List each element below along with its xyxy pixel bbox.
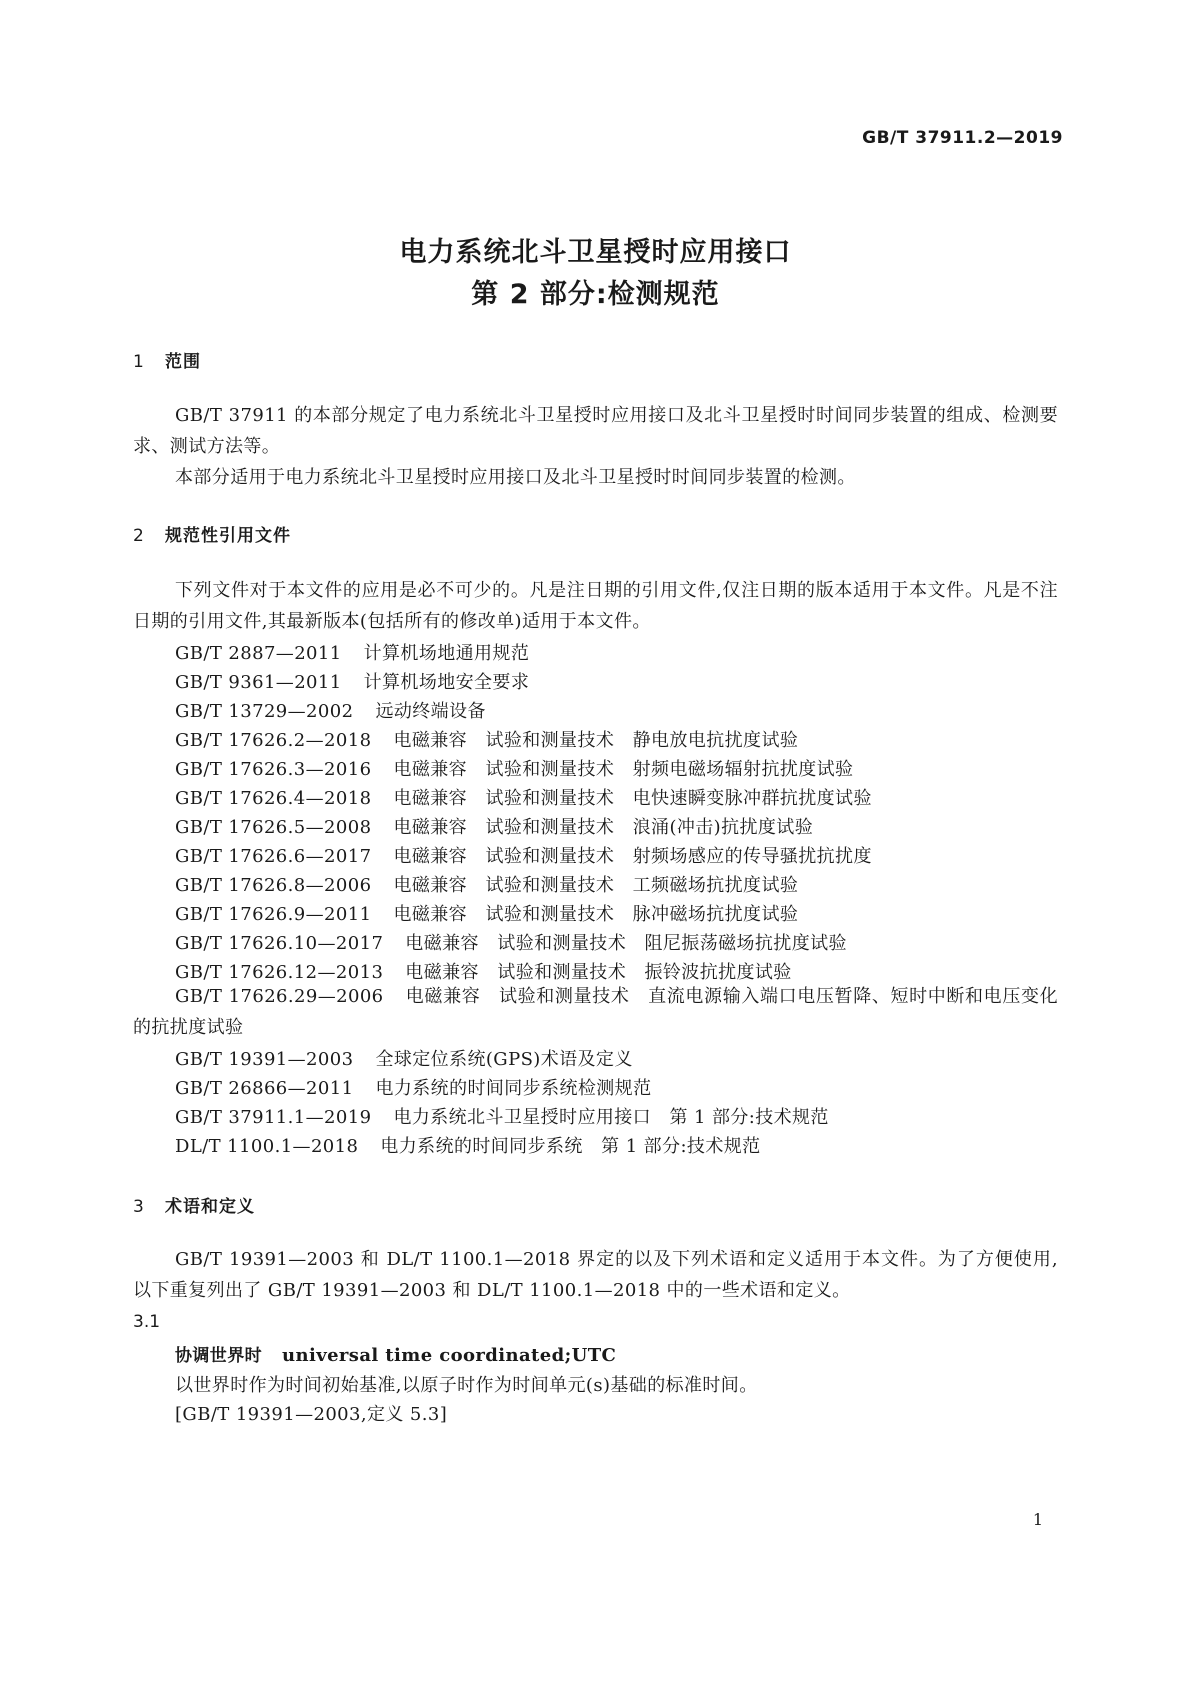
reference-code: GB/T 26866—2011 (175, 1078, 354, 1099)
reference-title: 计算机场地通用规范 (363, 643, 530, 664)
section-1-heading (133, 347, 201, 372)
reference-code: GB/T 19391—2003 (175, 1049, 354, 1070)
reference-code: GB/T 37911.1—2019 (175, 1107, 372, 1128)
reference-code: GB/T 17626.29—2006 (175, 986, 384, 1007)
reference-title: 电磁兼容 试验和测量技术 静电放电抗扰度试验 (393, 730, 799, 751)
reference-code: DL/T 1100.1—2018 (175, 1136, 359, 1157)
reference-title: 全球定位系统(GPS)术语及定义 (375, 1049, 633, 1070)
reference-code: GB/T 17626.12—2013 (175, 962, 384, 983)
document-subtitle: 第 2 部分:检测规范 (471, 279, 720, 310)
reference-code: GB/T 17626.4—2018 (175, 788, 372, 809)
reference-title: 电磁兼容 试验和测量技术 阻尼振荡磁场抗扰度试验 (405, 933, 847, 954)
standard-number: GB/T 37911.2—2019 (862, 128, 1063, 148)
section-title: 术语和定义 (165, 1197, 255, 1217)
reference-item (175, 639, 529, 665)
reference-title: 电磁兼容 试验和测量技术 脉冲磁场抗扰度试验 (393, 904, 799, 925)
reference-item (175, 668, 529, 694)
section-3-heading (133, 1192, 255, 1217)
reference-code: GB/T 17626.2—2018 (175, 730, 372, 751)
reference-item (175, 813, 813, 839)
reference-code: GB/T 17626.6—2017 (175, 846, 372, 867)
term-chinese: 协调世界时 (175, 1346, 262, 1366)
reference-title: 电磁兼容 试验和测量技术 振铃波抗扰度试验 (405, 962, 792, 983)
term-definition: 以世界时作为时间初始基准,以原子时作为时间单元(s)基础的标准时间。 (175, 1375, 758, 1396)
reference-code: GB/T 17626.8—2006 (175, 875, 372, 896)
reference-title: 电磁兼容 试验和测量技术 工频磁场抗扰度试验 (393, 875, 799, 896)
section-title: 范围 (165, 352, 201, 372)
section-number: 2 (133, 526, 145, 546)
section-title: 规范性引用文件 (165, 526, 291, 546)
reference-item (133, 981, 1058, 1043)
reference-title: 电磁兼容 试验和测量技术 射频场感应的传导骚扰抗扰度 (393, 846, 872, 867)
term-entry (175, 1341, 616, 1366)
reference-item (175, 1103, 829, 1129)
reference-title: 电力系统的时间同步系统 第 1 部分:技术规范 (380, 1136, 761, 1157)
reference-code: GB/T 2887—2011 (175, 643, 342, 664)
reference-item (175, 871, 798, 897)
reference-title: 电力系统北斗卫星授时应用接口 第 1 部分:技术规范 (393, 1107, 829, 1128)
section-number: 1 (133, 352, 145, 372)
reference-title: 电磁兼容 试验和测量技术 电快速瞬变脉冲群抗扰度试验 (393, 788, 872, 809)
section-2-heading (133, 521, 291, 546)
reference-code: GB/T 13729—2002 (175, 701, 354, 722)
reference-code: GB/T 17626.5—2008 (175, 817, 372, 838)
subclause-number: 3.1 (133, 1312, 161, 1332)
reference-item (175, 726, 798, 752)
reference-code: GB/T 17626.3—2016 (175, 759, 372, 780)
reference-item (175, 784, 872, 810)
reference-item (175, 1132, 761, 1158)
section-number: 3 (133, 1197, 145, 1217)
reference-title: 电磁兼容 试验和测量技术 浪涌(冲击)抗扰度试验 (393, 817, 814, 838)
references-intro: 下列文件对于本文件的应用是必不可少的。凡是注日期的引用文件,仅注日期的版本适用于本文件。凡是不注日期的引用文件,其最新版本(包括所有的修改单)适用于本文件。 (133, 580, 1058, 632)
reference-item (175, 842, 872, 868)
reference-title: 远动终端设备 (375, 701, 486, 722)
reference-item (175, 929, 847, 955)
reference-title: 电磁兼容 试验和测量技术 射频电磁场辐射抗扰度试验 (393, 759, 854, 780)
reference-item (175, 900, 798, 926)
term-source: [GB/T 19391—2003,定义 5.3] (175, 1404, 448, 1425)
scope-paragraph-2: 本部分适用于电力系统北斗卫星授时应用接口及北斗卫星授时时间同步装置的检测。 (175, 467, 856, 488)
reference-code: GB/T 9361—2011 (175, 672, 342, 693)
reference-item (175, 1045, 633, 1071)
reference-code: GB/T 17626.10—2017 (175, 933, 384, 954)
reference-item (175, 755, 853, 781)
document-title: 电力系统北斗卫星授时应用接口 (399, 237, 792, 268)
reference-title: 计算机场地安全要求 (363, 672, 530, 693)
term-english: universal time coordinated;UTC (282, 1345, 617, 1366)
reference-title: 电力系统的时间同步系统检测规范 (375, 1078, 652, 1099)
scope-paragraph-1: GB/T 37911 的本部分规定了电力系统北斗卫星授时应用接口及北斗卫星授时时间同步装置的组成、检测要求、测试方法等。 (133, 405, 1058, 457)
reference-item (175, 1074, 651, 1100)
terms-intro: GB/T 19391—2003 和 DL/T 1100.1—2018 界定的以及下列术语和定义适用于本文件。为了方便使用,以下重复列出了 GB/T 19391—2003 和 DL/T 1100.1—2018 中的一些术语和定义。 (133, 1249, 1058, 1301)
page-number: 1 (1032, 1510, 1043, 1529)
reference-title: 电磁兼容 试验和测量技术 直流电源输入端口电压暂降、短时中断和电压变化的抗扰度试验 (133, 986, 1059, 1038)
reference-code: GB/T 17626.9—2011 (175, 904, 372, 925)
reference-item (175, 697, 486, 723)
